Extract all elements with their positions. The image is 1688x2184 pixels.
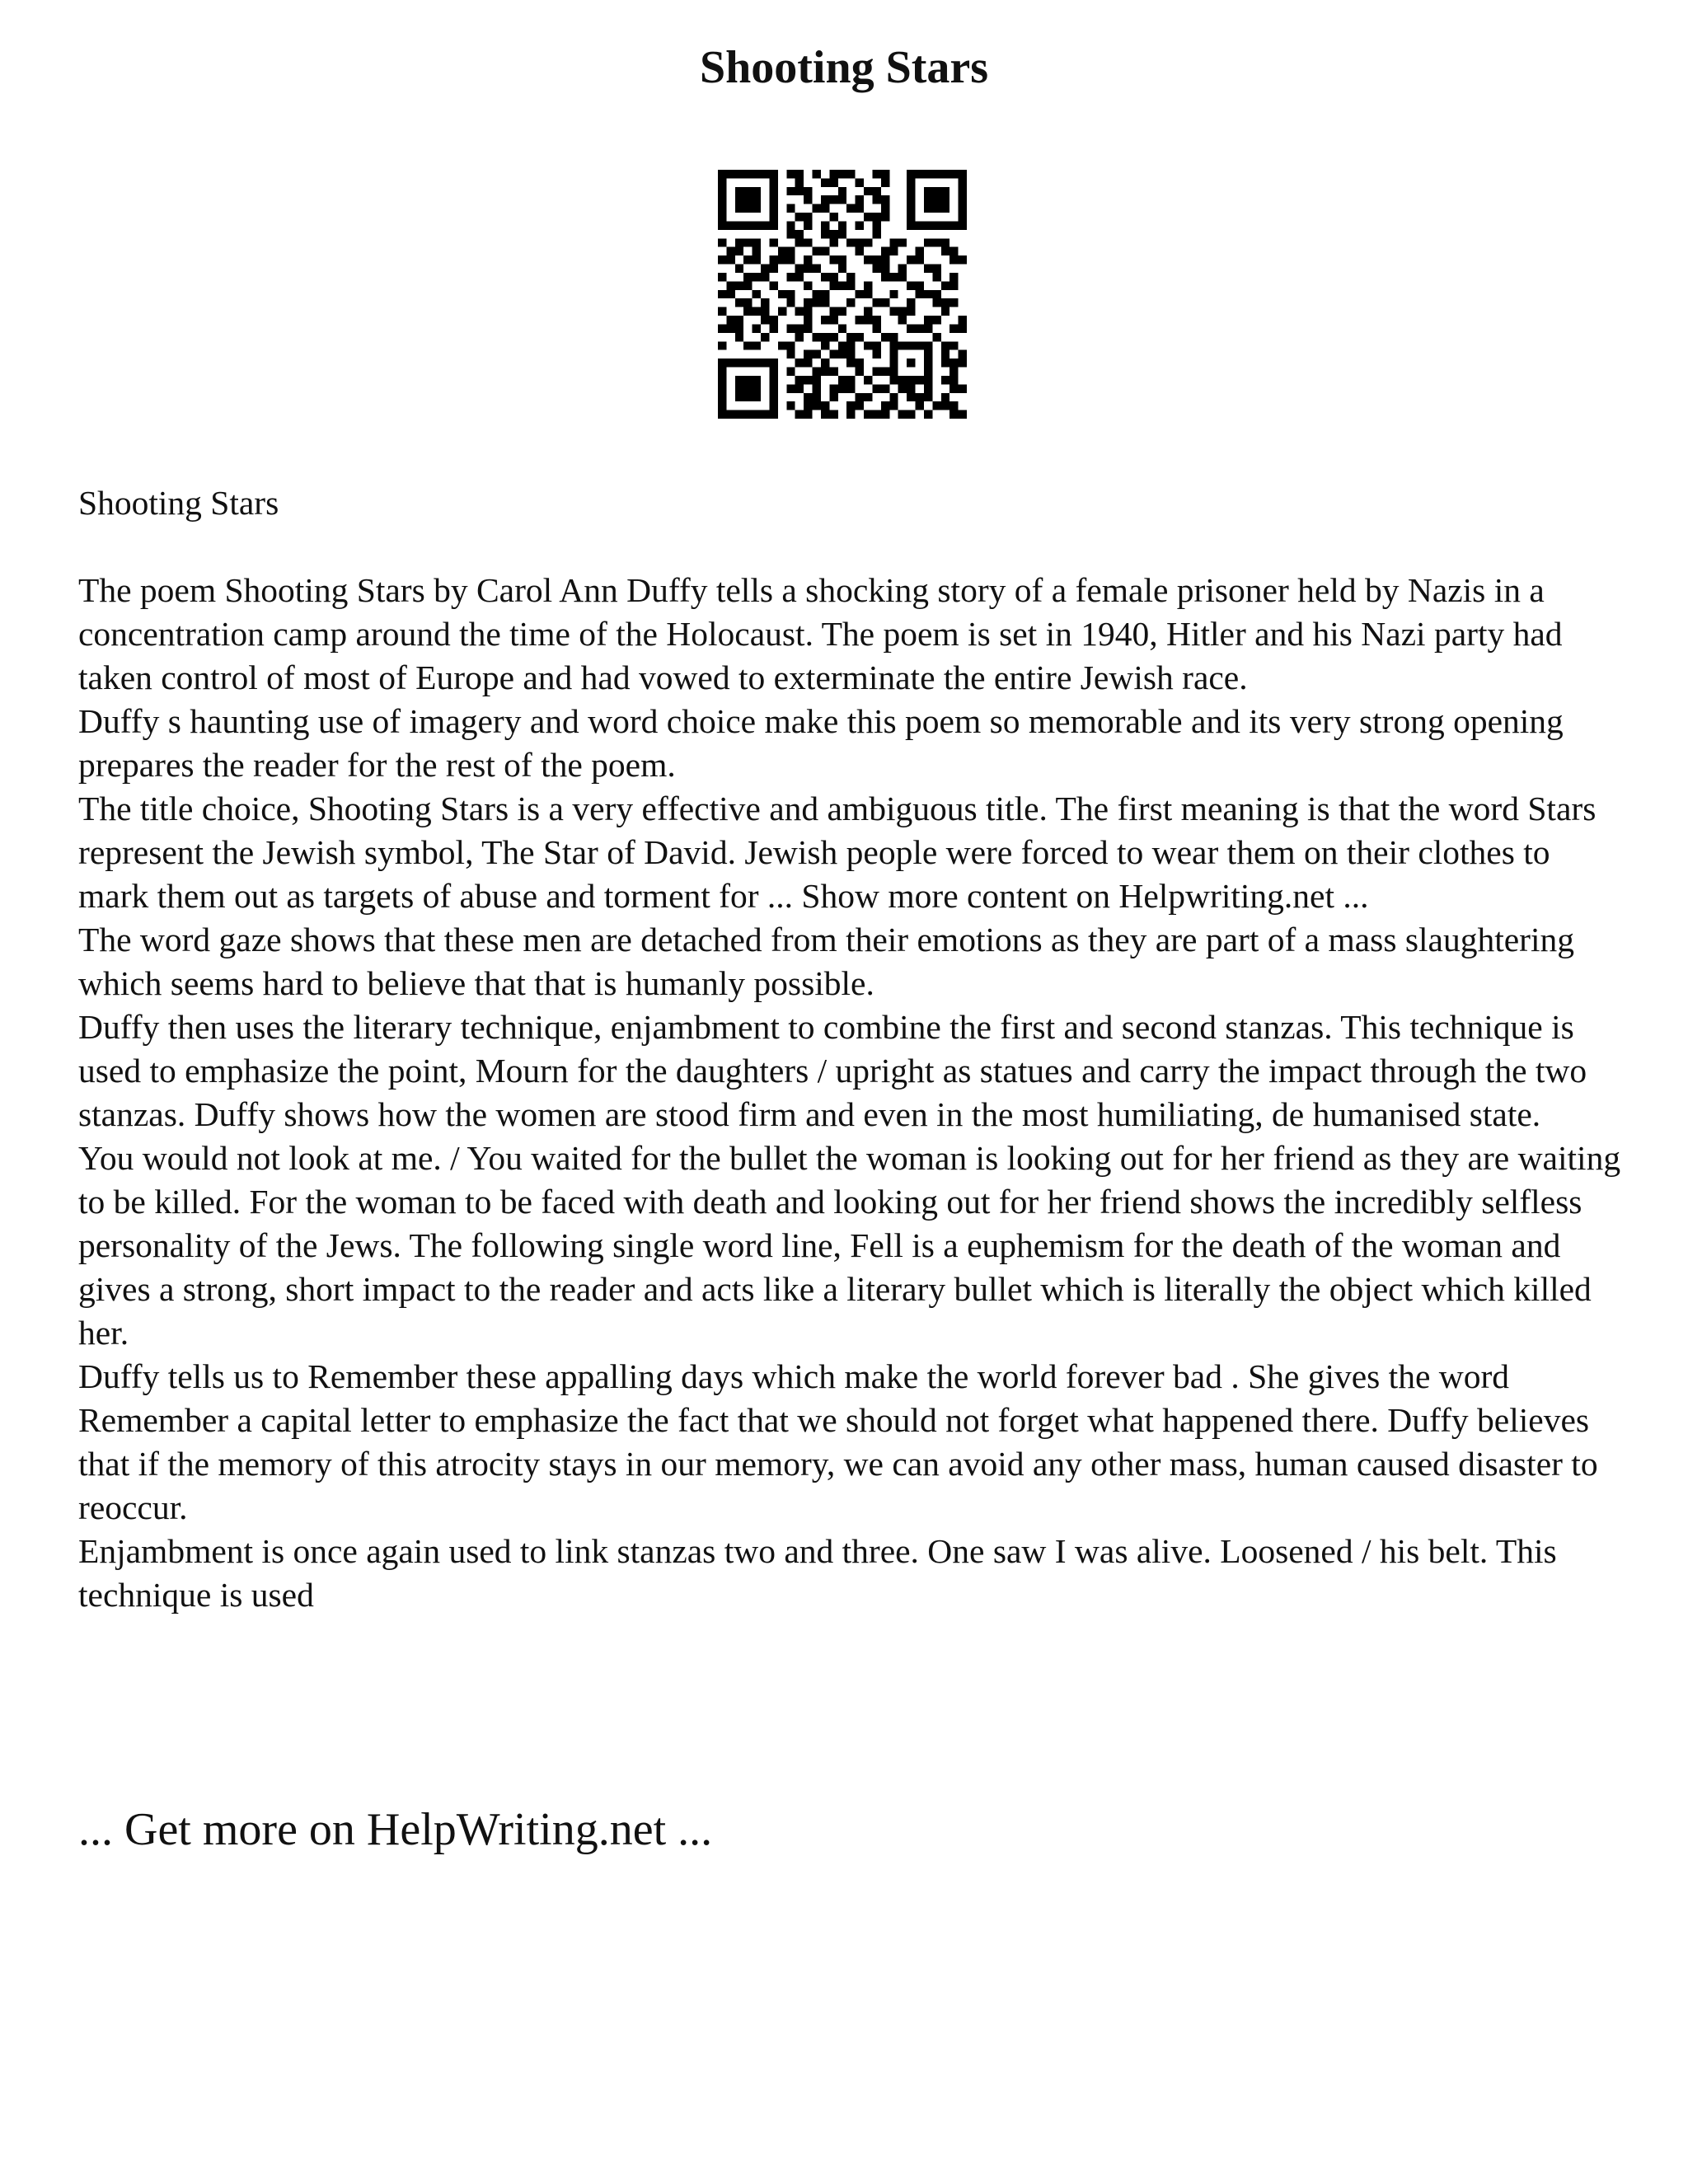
paragraph: Duffy tells us to Remember these appalling days which make the world forever bad . She gives the word Remember a capital letter to emphasize the fact that we should not forget what happened there. Duffy believes that if the memory of this atrocity stays in our memory, we can avoid any other mass, human caused disaster to reoccur. (78, 1357, 1598, 1526)
paragraph: Duffy s haunting use of imagery and word choice make this poem so memorable and its very strong opening prepares the reader for the rest of the poem. (78, 702, 1564, 784)
paragraph: You would not look at me. / You waited for the bullet the woman is looking out for her friend as they are waiting to be killed. For the woman to be faced with death and looking out for her friend shows the incredibly selfless personality of the Jews. The following single word line, Fell is a euphemism for the death of the woman and gives a strong, short impact to the reader and acts like a literary bullet which is literally the object which killed her. (78, 1139, 1621, 1352)
paragraph: The title choice, Shooting Stars is a very effective and ambiguous title. The first meaning is that the word Stars represent the Jewish symbol, The Star of David. Jewish people were forced to wear them on their clothes to mark them out as targets of abuse and torment for ... Show more content on Helpwriting.net ... (78, 790, 1597, 915)
essay-heading: Shooting Stars (78, 484, 279, 522)
page-title: Shooting Stars (699, 42, 989, 93)
essay-body (78, 481, 1628, 1617)
qr-code-icon (718, 170, 967, 419)
paragraph: The word gaze shows that these men are detached from their emotions as they are part of a mass slaughtering which seems hard to believe that that is humanly possible. (78, 921, 1574, 1002)
get-more-link[interactable]: ... Get more on HelpWriting.net ... (78, 1804, 713, 1855)
paragraph: Enjambment is once again used to link stanzas two and three. One saw I was alive. Loosened / his belt. This technique is used (78, 1532, 1557, 1614)
paragraph: The poem Shooting Stars by Carol Ann Duffy tells a shocking story of a female prisoner held by Nazis in a concentration camp around the time of the Holocaust. The poem is set in 1940, Hitler and his Nazi party had taken control of most of Europe and had vowed to exterminate the entire Jewish race. (78, 571, 1563, 696)
paragraph: Duffy then uses the literary technique, enjambment to combine the first and second stanzas. This technique is used to emphasize the point, Mourn for the daughters / upright as statues and carry the impact through the two stanzas. Duffy shows how the women are stood firm and even in the most humiliating, de humanised state. (78, 1008, 1587, 1133)
